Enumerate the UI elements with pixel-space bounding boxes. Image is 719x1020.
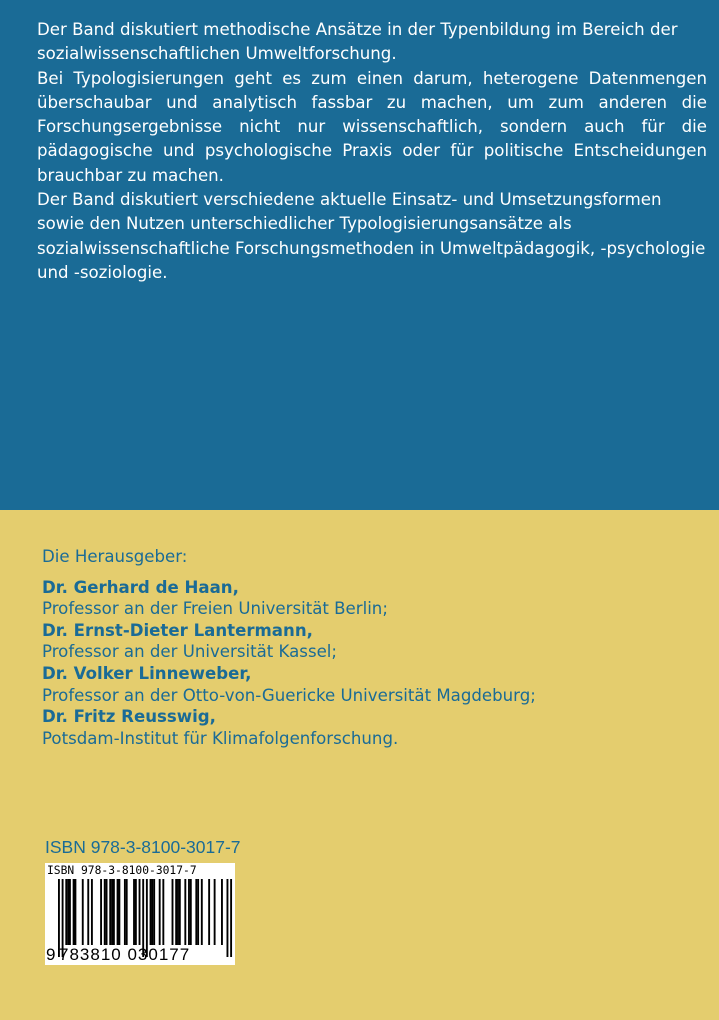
barcode-bar <box>73 879 75 945</box>
barcode-bar <box>139 879 141 945</box>
editor-affiliation: Professor an der Otto-von-Guericke Universität Magdeburg; <box>42 685 536 705</box>
editors-panel <box>0 510 719 1020</box>
barcode-bar <box>118 879 120 945</box>
barcode-bar <box>150 879 152 945</box>
barcode-bar <box>221 879 223 945</box>
barcode-bar <box>197 879 199 945</box>
barcode-bar <box>100 879 102 945</box>
barcode-bar <box>184 879 186 945</box>
barcode-bar <box>172 879 174 945</box>
barcode-bar <box>111 879 113 945</box>
barcode-bar <box>153 879 155 945</box>
description-paragraph-3: Der Band diskutiert verschiedene aktuelle Einsatz- und Umsetzungsformen sowie den Nutzen unterschiedlicher Typologisierungsansätze als sozialwissenschaftliche Forschungsmethoden in Umweltpädagogik, -psychologie und -soziologie. <box>37 190 706 282</box>
editor-name: Dr. Ernst-Dieter Lantermann, <box>42 620 313 640</box>
barcode-bar <box>74 879 76 945</box>
barcode-bar <box>208 879 210 945</box>
barcode-bar <box>117 879 119 945</box>
description-paragraph-2: Bei Typologisierungen geht es zum einen darum, heterogene Datenmengen überschaubar und analytisch fassbar zu machen, um zum anderen die Forschungsergebnisse nicht nur wissenschaftlich, sondern auch für die pädagogische und psychologische Praxis oder für politische Entscheidungen brauchbar zu machen. <box>37 68 707 185</box>
barcode-bar <box>190 879 192 945</box>
description-paragraph-1: Der Band diskutiert methodische Ansätze in der Typenbildung im Bereich der sozialwissenschaftlichen Umweltforschung. <box>37 20 678 64</box>
barcode-bar <box>135 879 137 945</box>
barcode-bar <box>188 879 190 945</box>
barcode-isbn-text: ISBN 978-3-8100-3017-7 <box>47 864 197 877</box>
barcode-bar <box>195 879 197 945</box>
editors-heading: Die Herausgeber: <box>42 547 188 566</box>
barcode-bar <box>124 879 126 945</box>
isbn-label: ISBN 978-3-8100-3017-7 <box>45 837 241 857</box>
barcode-bar <box>133 879 135 945</box>
barcode-bar <box>87 879 89 945</box>
barcode-bar <box>109 879 111 945</box>
barcode-digits: 783810 030177 <box>59 945 191 964</box>
barcode-bar <box>179 879 181 945</box>
barcode-bar <box>175 879 177 945</box>
barcode-bar <box>177 879 179 945</box>
barcode-first-digit: 9 <box>46 945 56 964</box>
editor-name: Dr. Fritz Reusswig, <box>42 707 216 727</box>
barcode-bar <box>104 879 106 945</box>
barcode-bar <box>67 879 69 945</box>
description-text <box>37 18 707 285</box>
barcode-bar <box>151 879 153 945</box>
barcode-bar <box>82 879 84 945</box>
editor-affiliation: Professor an der Freien Universität Berlin; <box>42 599 388 619</box>
editors-list <box>42 546 682 749</box>
barcode-bar <box>69 879 71 945</box>
editor-affiliation: Potsdam-Institut für Klimafolgenforschung. <box>42 728 399 748</box>
barcode-bar <box>159 879 161 945</box>
barcode-bar <box>126 879 128 945</box>
barcode-bar <box>65 879 67 945</box>
barcode-bar <box>106 879 108 945</box>
barcode-bar <box>162 879 164 945</box>
editor-name: Dr. Volker Linneweber, <box>42 663 252 683</box>
barcode-bar <box>91 879 93 945</box>
editor-name: Dr. Gerhard de Haan, <box>42 577 239 597</box>
barcode-bar <box>113 879 115 945</box>
barcode <box>45 863 235 965</box>
barcode-bar <box>201 879 203 945</box>
barcode-bar <box>214 879 216 945</box>
editor-affiliation: Professor an der Universität Kassel; <box>42 642 338 662</box>
